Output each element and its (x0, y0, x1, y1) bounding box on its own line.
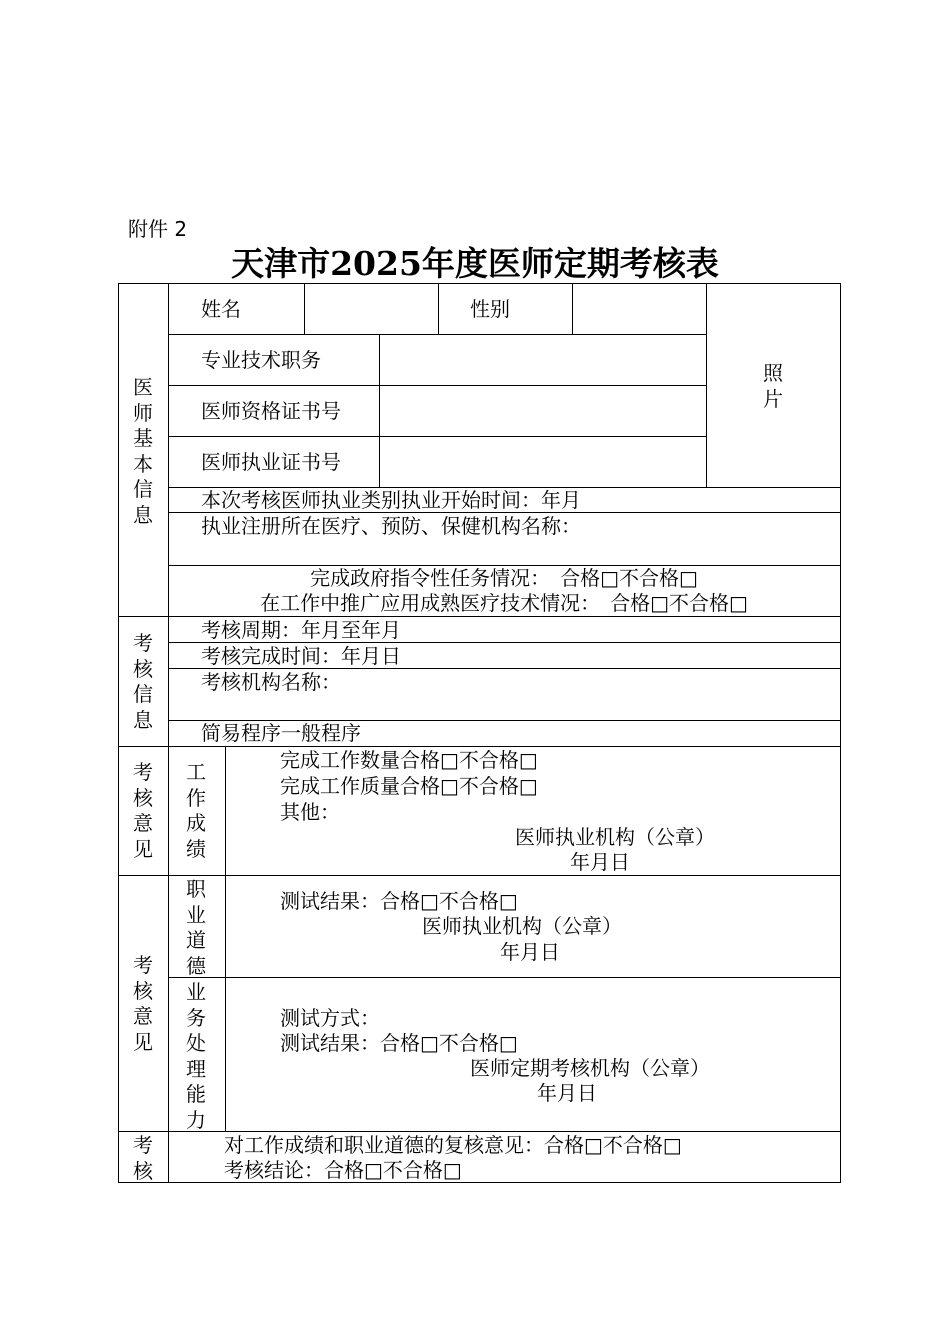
ethics-test-result: 测试结果：合格□不合格□ (280, 889, 518, 913)
opinion-section-label-2: 考 核 意 见 (133, 953, 153, 1054)
professional-ethics-label: 职 业 道 德 (186, 877, 206, 978)
basic-info-section-label: 医 师 基 本 信 息 (133, 375, 153, 527)
gov-task-status: 完成政府指令性任务情况： 合格□不合格□ (310, 566, 698, 590)
assessment-completion-time: 考核完成时间：年月日 (201, 644, 401, 668)
name-field[interactable] (305, 284, 438, 334)
final-section-label: 考 核 (133, 1133, 153, 1183)
work-performance-label: 工 作 成 绩 (186, 760, 206, 861)
qualification-cert-field[interactable] (380, 386, 706, 436)
assessment-conclusion: 考核结论：合格□不合格□ (224, 1158, 462, 1182)
ability-test-result: 测试结果：合格□不合格□ (280, 1031, 518, 1055)
photo-field[interactable] (707, 284, 840, 487)
practice-cert-field[interactable] (380, 437, 706, 487)
ethics-institution-seal: 医师执业机构（公章） (422, 914, 622, 938)
attachment-label: 附件 2 (128, 217, 188, 241)
opinion-section-label: 考 核 意 见 (133, 760, 153, 861)
tech-promotion-status: 在工作中推广应用成熟医疗技术情况： 合格□不合格□ (260, 591, 748, 615)
work-quality-result: 完成工作质量合格□不合格□ (280, 774, 538, 798)
ability-seal-date: 年月日 (537, 1081, 597, 1105)
professional-title-label: 专业技术职务 (201, 348, 321, 372)
practice-cert-label: 医师执业证书号 (201, 450, 341, 474)
seal-date: 年月日 (570, 850, 630, 874)
assessment-period: 考核周期：年月至年月 (201, 618, 401, 642)
page-title: 天津市2025年度医师定期考核表 (231, 244, 719, 283)
procedure-type: 简易程序一般程序 (201, 721, 361, 745)
practice-institution-seal: 医师执业机构（公章） (515, 825, 715, 849)
other-label: 其他： (280, 800, 340, 824)
professional-title-field[interactable] (380, 335, 706, 385)
test-method: 测试方式： (280, 1006, 380, 1030)
assessment-org-seal: 医师定期考核机构（公章） (470, 1056, 710, 1080)
qualification-cert-label: 医师资格证书号 (201, 399, 341, 423)
gender-field[interactable] (573, 284, 706, 334)
ethics-seal-date: 年月日 (500, 940, 560, 964)
photo-label: 照 片 (763, 361, 783, 411)
work-quantity-result: 完成工作数量合格□不合格□ (280, 748, 538, 772)
business-ability-label: 业 务 处 理 能 力 (186, 980, 206, 1132)
review-opinion: 对工作成绩和职业道德的复核意见：合格□不合格□ (224, 1133, 682, 1157)
name-label: 姓名 (201, 297, 241, 321)
registered-institution: 执业注册所在医疗、预防、保健机构名称： (201, 514, 581, 538)
gender-label: 性别 (470, 297, 510, 321)
practice-start-time: 本次考核医师执业类别执业开始时间：年月 (201, 488, 581, 512)
assessment-info-section-label: 考 核 信 息 (133, 631, 153, 732)
assessment-org-name: 考核机构名称： (201, 670, 341, 694)
